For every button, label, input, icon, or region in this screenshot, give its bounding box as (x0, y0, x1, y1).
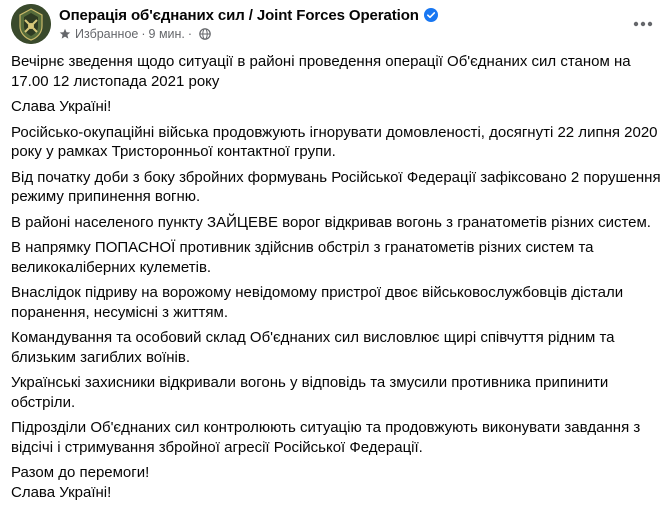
page-name-row (59, 6, 438, 24)
favorites-label[interactable]: Избранное (75, 27, 139, 41)
post-timestamp[interactable]: 9 мин. (148, 27, 185, 41)
paragraph-line: Слава Україні! (11, 483, 112, 501)
star-icon (59, 28, 71, 40)
paragraph-line: Російсько-окупаційні війська продовжують ігнорувати домовленості, досягнуті 22 липня 2020 (11, 123, 658, 141)
paragraph-line: Вечірнє зведення щодо ситуації в районі проведення операції Об'єднаних сил станом на (11, 53, 631, 70)
paragraph-line: В напрямку ПОПАСНОЇ противник здійснив обстріл з гранатометів різних систем та (11, 239, 594, 256)
post-header (0, 0, 671, 48)
paragraph-line: обстріли. (11, 393, 76, 411)
paragraph-line: 17.00 12 листопада 2021 року (11, 72, 220, 90)
paragraph-line: Слава Україні! (11, 98, 112, 115)
paragraph-line: великокаліберних кулеметів. (11, 258, 212, 276)
paragraph-5 (11, 213, 661, 233)
paragraph-1 (11, 52, 661, 91)
page-name-link[interactable]: Операція об'єднаних сил / Joint Forces Operation (59, 6, 419, 24)
paragraph-7 (11, 283, 661, 322)
paragraph-line: В районі населеного пункту ЗАЙЦЕВЕ ворог відкривав вогонь з гранатометів різних систем. (11, 213, 651, 231)
more-dots-icon (633, 21, 653, 27)
paragraph-10 (11, 418, 661, 457)
paragraph-line: Разом до перемоги! (11, 464, 150, 481)
more-options-button[interactable] (626, 7, 660, 41)
jfo-emblem-icon (11, 4, 51, 44)
paragraph-line: режиму припинення вогню. (11, 188, 201, 205)
paragraph-line: відсічі і стримування збройної агресії Російської Федерації. (11, 438, 423, 456)
paragraph-line: близьким загиблих воїнів. (11, 348, 191, 366)
paragraph-line: Внаслідок підриву на ворожому невідомому пристрої двоє військовослужбовців дістали (11, 284, 624, 301)
paragraph-2 (11, 97, 661, 117)
paragraph-line: поранення, несумісні з життям. (11, 303, 228, 321)
paragraph-line: Від початку доби з боку збройних формувань Російської Федерації зафіксовано 2 порушення (11, 168, 661, 186)
paragraph-line: Українські захисники відкривали вогонь у відповідь та змусили противника припинити (11, 374, 609, 391)
paragraph-8 (11, 328, 661, 367)
meta-separator-2: · (187, 27, 193, 41)
paragraph-4 (11, 168, 661, 207)
meta-separator: · (141, 27, 146, 41)
paragraph-line: року у рамках Тристоронньої контактної групи. (11, 143, 336, 160)
verified-badge-icon (424, 8, 438, 22)
paragraph-3 (11, 123, 661, 162)
globe-icon[interactable] (199, 28, 211, 40)
paragraph-6 (11, 238, 661, 277)
paragraph-line: Командування та особовий склад Об'єднаних сил висловлює щирі співчуття рідним та (11, 329, 615, 346)
paragraph-line: Підрозділи Об'єднаних сил контролюють ситуацію та продовжують виконувати завдання з (11, 419, 641, 436)
paragraph-11 (11, 463, 661, 502)
paragraph-9 (11, 373, 661, 412)
post-meta (59, 27, 211, 41)
post-text (11, 52, 661, 502)
page-avatar[interactable] (11, 4, 51, 44)
